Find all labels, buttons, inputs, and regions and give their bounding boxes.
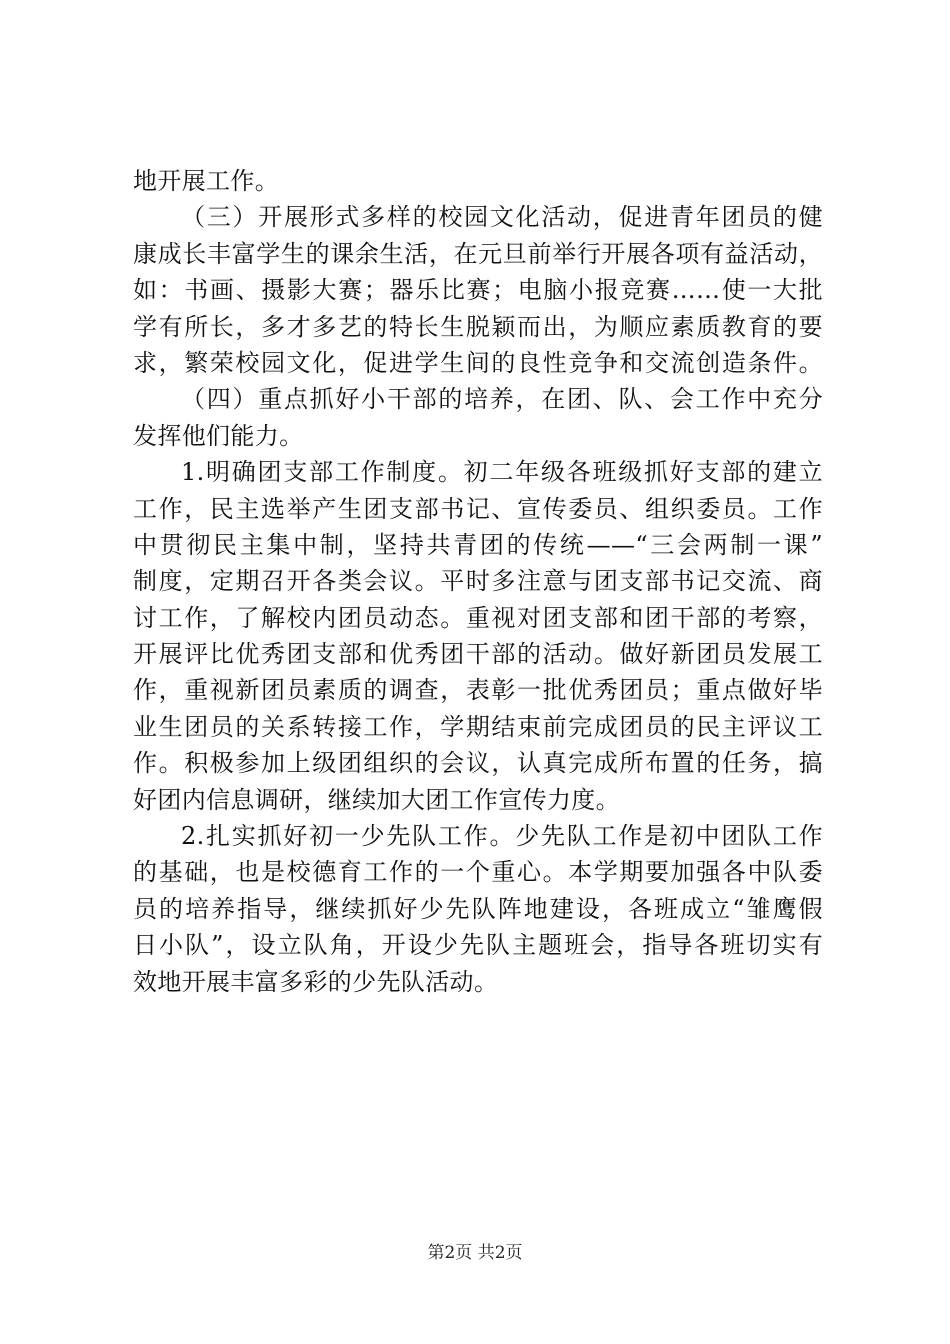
text-line: 学有所长，多才多艺的特长生脱颖而出，为顺应素质教育的要 <box>133 312 823 341</box>
text-line: 员的培养指导，继续抓好少先队阵地建设，各班成立“雏鹰假 <box>133 894 823 923</box>
text-line: 2.扎实抓好初一少先队工作。少先队工作是初中团队工作 <box>181 822 823 851</box>
text-line: 如：书画、摄影大赛；器乐比赛；电脑小报竞赛……使一大批 <box>133 276 823 305</box>
page-footer <box>0 1241 950 1265</box>
text-line: 日小队”，设立队角，开设少先队主题班会，指导各班切实有 <box>133 931 823 960</box>
text-line: 工作，民主选举产生团支部书记、宣传委员、组织委员。工作 <box>133 494 823 523</box>
page-number-label: 第2页 共2页 <box>427 1243 523 1263</box>
text-line: 开展评比优秀团支部和优秀团干部的活动。做好新团员发展工 <box>133 640 823 669</box>
text-line: 地开展工作。 <box>133 167 280 195</box>
document-body <box>133 163 823 1000</box>
text-line: 好团内信息调研，继续加大团工作宣传力度。 <box>133 785 620 814</box>
text-line: 的基础，也是校德育工作的一个重心。本学期要加强各中队委 <box>133 858 823 887</box>
text-line: 中贯彻民主集中制，坚持共青团的传统——“三会两制一课” <box>133 530 823 559</box>
text-line: 作。积极参加上级团组织的会议，认真完成所布置的任务，搞 <box>133 749 823 778</box>
text-line: 康成长丰富学生的课余生活，在元旦前举行开展各项有益活动， <box>133 239 823 268</box>
text-line: 求，繁荣校园文化，促进学生间的良性竞争和交流创造条件。 <box>133 348 823 377</box>
text-line: （三）开展形式多样的校园文化活动，促进青年团员的健 <box>181 203 823 232</box>
text-line: 效地开展丰富多彩的少先队活动。 <box>133 967 499 996</box>
text-line: 1.明确团支部工作制度。初二年级各班级抓好支部的建立 <box>181 458 823 487</box>
text-line: 发挥他们能力。 <box>133 421 304 450</box>
text-line: （四）重点抓好小干部的培养，在团、队、会工作中充分 <box>181 385 823 414</box>
text-line: 制度，定期召开各类会议。平时多注意与团支部书记交流、商 <box>133 567 823 596</box>
text-line: 作，重视新团员素质的调查，表彰一批优秀团员；重点做好毕 <box>133 676 823 705</box>
text-line: 业生团员的关系转接工作，学期结束前完成团员的民主评议工 <box>133 712 823 741</box>
text-line: 讨工作，了解校内团员动态。重视对团支部和团干部的考察， <box>133 603 823 632</box>
